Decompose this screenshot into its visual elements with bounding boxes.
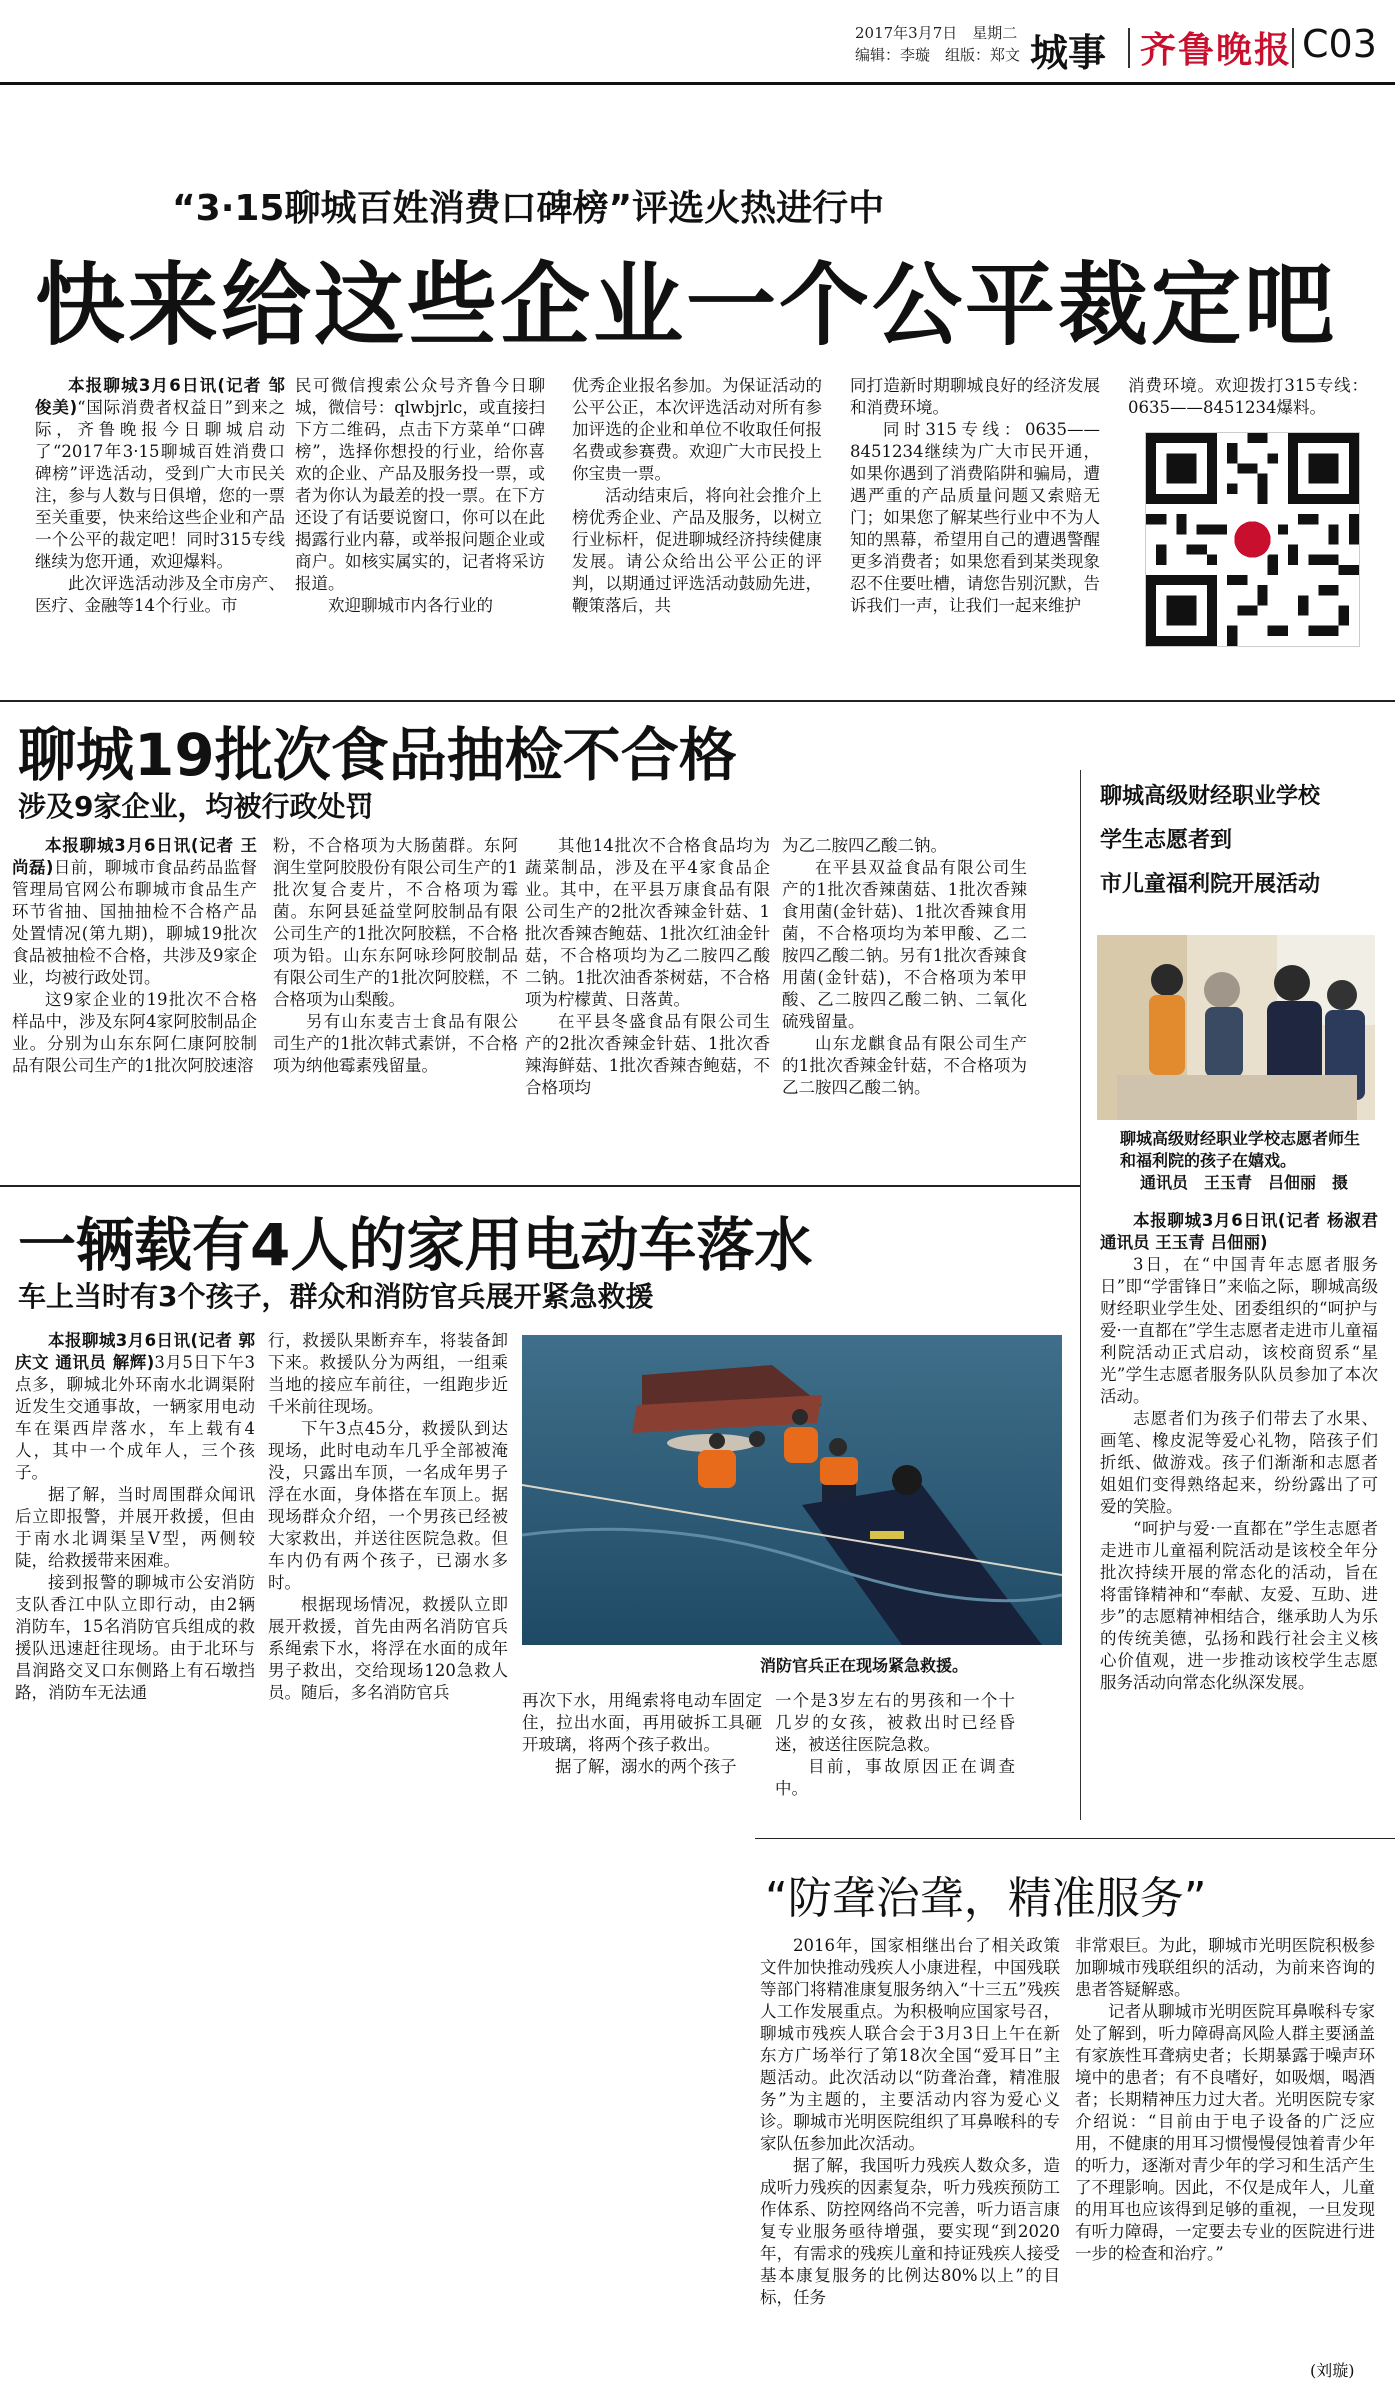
article1-column-5 — [1128, 375, 1368, 419]
side-photo-credit: 通讯员 王玉青 吕佃丽 摄 — [1140, 1173, 1349, 1192]
article3-column-2 — [268, 1330, 508, 1704]
paragraph: 此次评选活动涉及全市房产、医疗、金融等14个行业。市 — [35, 574, 285, 615]
article1-column-3 — [572, 375, 822, 617]
article3-subheadline: 车上当时有3个孩子，群众和消防官兵展开紧急救援 — [18, 1280, 654, 1313]
section-divider — [0, 1185, 1080, 1187]
page-number: C03 — [1302, 22, 1377, 66]
paragraph: 同打造新时期聊城良好的经济发展和消费环境。 — [850, 376, 1100, 417]
paragraph: “国际消费者权益日”到来之际，齐鲁晚报今日聊城启动了“2017年3·15聊城百姓消费口碑榜”评选活动，受到广大市民关注，参与人数与日俱增，您的一票至关重要，快来给这些企业和产品一个公平的裁定吧！同时315专线继续为您开通，欢迎爆料。 — [35, 398, 285, 571]
paragraph: 粉，不合格项为大肠菌群。东阿润生堂阿胶股份有限公司生产的1批次复合麦片，不合格项为霉菌。东阿县延益堂阿胶制品有限公司生产的1批次阿胶糕，不合格项为铅。山东东阿咏珍阿胶制品有限公司生产的1批次阿胶糕，不合格项为山梨酸。 — [273, 836, 518, 1009]
paragraph: 据了解，我国听力残疾人数众多，造成听力残疾的因素复杂，听力残疾预防工作体系、防控网络尚不完善，听力语言康复专业服务亟待增强，要实现“到2020年，有需求的残疾儿童和持证残疾人接受基本康复服务的比例达80%以上”的目标，任务 — [760, 2156, 1060, 2307]
article2-column-4 — [782, 835, 1027, 1099]
headline-line: 市儿童福利院开展活动 — [1100, 872, 1321, 897]
article4-headline: “防聋治聋，精准服务” — [765, 1873, 1207, 1924]
side-article-body — [1100, 1210, 1378, 1694]
paragraph: 一个是3岁左右的男孩和一个十几岁的女孩，被救出时已经昏迷，被送往医院急救。 — [775, 1691, 1015, 1754]
issue-date: 2017年3月7日 星期二 — [855, 24, 1018, 42]
paragraph: 志愿者们为孩子们带去了水果、画笔、橡皮泥等爱心礼物，陪孩子们折纸、做游戏。孩子们渐渐和志愿者姐姐们变得熟络起来，纷纷露出了可爱的笑脸。 — [1100, 1409, 1378, 1516]
paragraph: 接到报警的聊城市公安消防支队香江中队立即行动，由2辆消防车，15名消防官兵组成的救援队迅速赶往现场。由于北环与昌润路交叉口东侧路上有石墩挡路，消防车无法通 — [15, 1573, 255, 1702]
headline-line: 学生志愿者到 — [1100, 828, 1233, 853]
paragraph: 活动结束后，将向社会推介上榜优秀企业、产品及服务，以树立行业标杆，促进聊城经济持续健康发展。请公众给出公平公正的评判，以期通过评选活动鼓励先进，鞭策落后，共 — [572, 486, 822, 615]
qr-code[interactable] — [1145, 432, 1360, 647]
article3-column-3 — [522, 1690, 762, 1778]
paragraph: 目前，事故原因正在调查中。 — [775, 1757, 1015, 1798]
paragraph: 非常艰巨。为此，聊城市光明医院积极参加聊城市残联组织的活动，为前来咨询的患者答疑解惑。 — [1075, 1936, 1375, 1999]
headline-line: 聊城高级财经职业学校 — [1100, 784, 1321, 809]
rescue-photo-caption: 消防官兵正在现场紧急救援。 — [760, 1656, 969, 1675]
byline: 本报聊城3月6日讯(记者 王尚磊) — [12, 836, 257, 877]
side-photo — [1097, 935, 1375, 1120]
byline: 本报聊城3月6日讯(记者 郭庆文 通讯员 解辉) — [15, 1331, 255, 1372]
article1-column-2 — [295, 375, 545, 617]
paragraph: 在平县冬盛食品有限公司生产的2批次香辣金针菇、1批次香辣海鲜菇、1批次香辣杏鲍菇，不合格项均 — [525, 1012, 770, 1097]
article3-column-4 — [775, 1690, 1015, 1800]
section-divider — [755, 1838, 1395, 1839]
paragraph: 据了解，溺水的两个孩子 — [555, 1757, 737, 1776]
article2-column-2 — [273, 835, 518, 1077]
paragraph: 山东龙麒食品有限公司生产的1批次香辣金针菇，不合格项为乙二胺四乙酸二钠。 — [782, 1034, 1027, 1097]
paragraph: 消费环境。欢迎拨打315专线：0635——8451234爆料。 — [1128, 376, 1368, 417]
article2-subheadline: 涉及9家企业，均被行政处罚 — [18, 790, 374, 823]
rescue-photo — [522, 1335, 1062, 1645]
paragraph: 欢迎聊城市内各行业的 — [328, 596, 493, 615]
paragraph: 下午3点45分，救援队到达现场，此时电动车几乎全部被淹没，只露出车顶，一名成年男子浮在水面，身体搭在车顶上。据现场群众介绍，一个男孩已经被大家救出，并送往医院急救。但车内仍有两个孩子，已溺水多时。 — [268, 1419, 508, 1592]
article3-headline: 一辆载有4人的家用电动车落水 — [18, 1211, 813, 1279]
editor-credits: 编辑：李璇 组版：郑文 — [855, 46, 1021, 64]
byline: 本报聊城3月6日讯(记者 邹俊美) — [35, 376, 285, 417]
article2-headline: 聊城19批次食品抽检不合格 — [18, 721, 737, 789]
header-rule — [0, 82, 1395, 85]
paragraph: 3日，在“中国青年志愿者服务日”即“学雷锋日”来临之际，聊城高级财经职业学生处、团委组织的“呵护与爱·一直都在”学生志愿者走进市儿童福利院活动正式启动，该校商贸系“星光”学生志愿者服务队队员参加了本次活动。 — [1100, 1255, 1378, 1406]
paragraph: 这9家企业的19批次不合格样品中，涉及东阿4家阿胶制品企业。分别为山东东阿仁康阿胶制品有限公司生产的1批次阿胶速溶 — [12, 990, 257, 1075]
header-divider — [1292, 28, 1294, 68]
paragraph: 为乙二胺四乙酸二钠。 — [782, 836, 947, 855]
paragraph: 根据现场情况，救援队立即展开救援，首先由两名消防官兵系绳索下水，将浮在水面的成年男子救出，交给现场120急救人员。随后，多名消防官兵 — [268, 1595, 508, 1702]
article4-column-1 — [760, 1935, 1060, 2309]
paragraph: “呵护与爱·一直都在”学生志愿者走进市儿童福利院活动是该校全年分批次持续开展的常态化的活动，旨在将雷锋精神和“奉献、友爱、互助、进步”的志愿精神相结合，继承助人为乐的传统美德，弘扬和践行社会主义核心价值观，进一步推动该校学生志愿服务活动向常态化纵深发展。 — [1100, 1519, 1378, 1692]
article1-column-4 — [850, 375, 1100, 617]
paragraph: 民可微信搜索公众号齐鲁今日聊城，微信号：qlwbjrlc，或直接扫下方二维码，点击下方菜单“口碑榜”，选择你想投的行业，给你喜欢的企业、产品及服务投一票，或者为你认为最差的投一票。在下方还设了有话要说窗口，你可以在此揭露行业内幕，或举报问题企业或商户。如核实属实的，记者将采访报道。 — [295, 376, 545, 593]
paragraph: 2016年，国家相继出台了相关政策文件加快推动残疾人小康进程，中国残联等部门将精准康复服务纳入“十三五”残疾人工作发展重点。为积极响应国家号召，聊城市残疾人联合会于3月3日上午在新东方广场举行了第18次全国“爱耳日”主题活动。此次活动以“防聋治聋，精准服务”为主题的，主要活动内容为爱心义诊。聊城市光明医院组织了耳鼻喉科的专家队伍参加此次活动。 — [760, 1936, 1060, 2153]
side-article-headline — [1100, 775, 1320, 907]
paragraph: 再次下水，用绳索将电动车固定住，拉出水面，再用破拆工具砸开玻璃，将两个孩子救出。 — [522, 1691, 762, 1754]
paragraph: 其他14批次不合格食品均为蔬菜制品，涉及在平4家食品企业。其中，在平县万康食品有限公司生产的2批次香辣金针菇、1批次香辣杏鲍菇、1批次红油金针菇，不合格项均为乙二胺四乙酸二钠。1批次油香茶树菇，不合格项为柠檬黄、日落黄。 — [525, 836, 770, 1009]
article1-column-1 — [35, 375, 285, 617]
paragraph: 日前，聊城市食品药品监督管理局官网公布聊城市食品生产环节省抽、国抽抽检不合格产品处置情况(第九期)，聊城19批次食品被抽检不合格，共涉及9家企业，均被行政处罚。 — [12, 858, 257, 987]
byline: 本报聊城3月6日讯(记者 杨淑君 通讯员 王玉青 吕佃丽) — [1100, 1211, 1378, 1252]
section-name: 城事 — [1030, 31, 1107, 75]
paragraph: 行，救援队果断弃车，将装备卸下来。救援队分为两组，一组乘当地的接应车前往，一组跑步近千米前往现场。 — [268, 1331, 508, 1416]
column-divider — [1080, 770, 1081, 1820]
paragraph: 记者从聊城市光明医院耳鼻喉科专家处了解到，听力障碍高风险人群主要涵盖有家族性耳聋病史者；长期暴露于噪声环境中的患者；有不良嗜好，如吸烟，喝酒者；长期精神压力过大者。光明医院专家介绍说：“目前由于电子设备的广泛应用，不健康的用耳习惯慢慢侵蚀着青少年的听力，逐渐对青少年的学习和生活产生了不理影响。因此，不仅是成年人，儿童的用耳也应该得到足够的重视，一旦发现有听力障碍，一定要去专业的医院进行进一步的检查和治疗。” — [1075, 2002, 1375, 2263]
article1-headline: 快来给这些企业一个公平裁定吧 — [35, 253, 1337, 358]
paragraph: 据了解，当时周围群众闻讯后立即报警，并展开救援，但由于南水北调渠呈V型，两侧较陡，给救援带来困难。 — [15, 1485, 255, 1570]
side-photo-caption: 聊城高级财经职业学校志愿者师生和福利院的孩子在嬉戏。 — [1120, 1129, 1361, 1170]
paragraph: 优秀企业报名参加。为保证活动的公平公正，本次评选活动对所有参加评选的企业和单位不收取任何报名费或参赛费。欢迎广大市民投上你宝贵一票。 — [572, 376, 822, 483]
article4-credit: (刘璇) — [1310, 2361, 1355, 2380]
section-divider — [0, 700, 1395, 702]
newspaper-logo: 齐鲁晚报 — [1140, 29, 1293, 71]
paragraph: 在平县双益食品有限公司生产的1批次香辣菌菇、1批次香辣食用菌(金针菇)、1批次香辣食用菌，不合格项均为苯甲酸、乙二胺四乙酸二钠。另有1批次香辣食用菌(金针菇)，不合格项为苯甲酸、乙二胺四乙酸二钠、二氧化硫残留量。 — [782, 858, 1027, 1031]
article1-kicker: “3·15聊城百姓消费口碑榜”评选火热进行中 — [172, 188, 885, 229]
article2-column-3 — [525, 835, 770, 1099]
article4-column-2 — [1075, 1935, 1375, 2265]
article2-column-1 — [12, 835, 257, 1077]
header-divider — [1128, 28, 1130, 68]
paragraph: 3月5日下午3点多，聊城北外环南水北调渠附近发生交通事故，一辆家用电动车在渠西岸落水，车上载有4人，其中一个成年人，三个孩子。 — [15, 1353, 255, 1482]
paragraph: 同时315专线：0635——8451234继续为广大市民开通，如果你遇到了消费陷阱和骗局，遭遇严重的产品质量问题又索赔无门；如果您了解某些行业中不为人知的黑幕，希望用自己的遭遇警醒更多消费者；如果您看到某类现象忍不住要吐槽，请您告别沉默，告诉我们一声，让我们一起来维护 — [850, 420, 1100, 615]
paragraph: 另有山东麦吉士食品有限公司生产的1批次韩式素饼，不合格项为纳他霉素残留量。 — [273, 1012, 518, 1075]
article3-column-1 — [15, 1330, 255, 1704]
